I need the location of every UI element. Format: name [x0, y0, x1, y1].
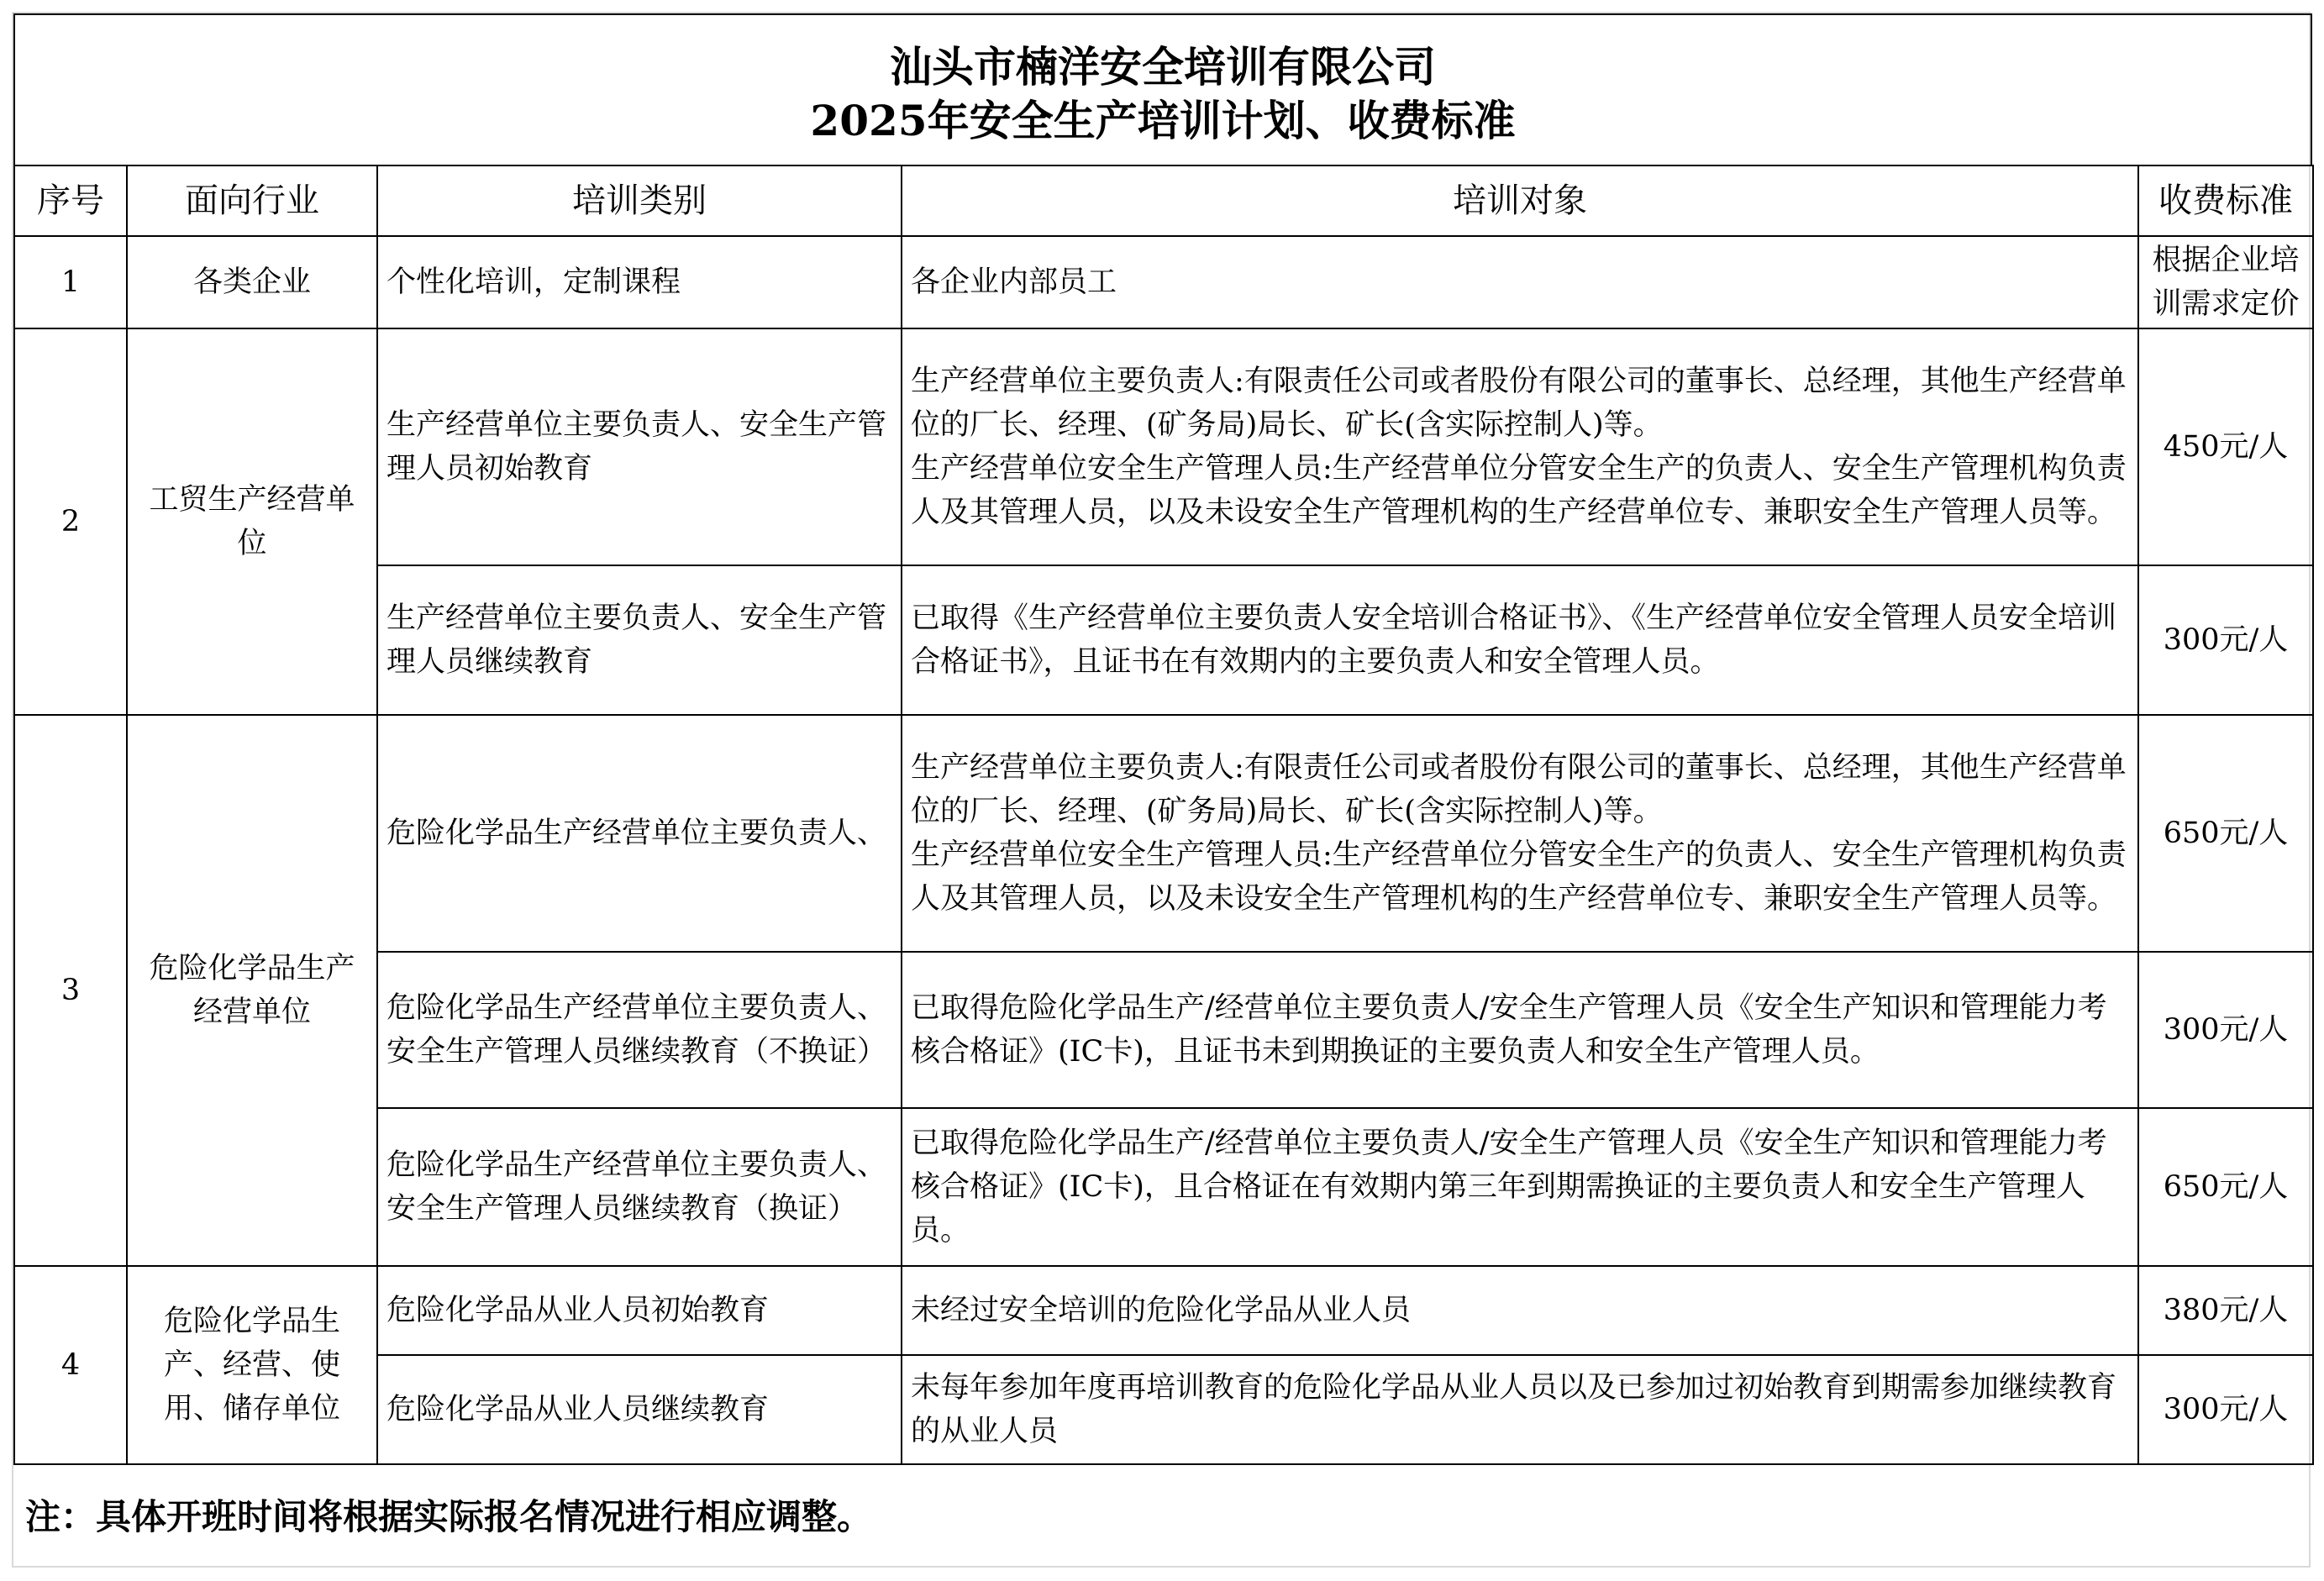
- row-industry: 工贸生产经营单位: [127, 328, 377, 715]
- page-subtitle: 2025年安全生产培训计划、收费标准: [810, 96, 1516, 145]
- row-fee: 根据企业培训需求定价: [2138, 236, 2313, 328]
- table-row: [14, 236, 2313, 328]
- header-industry: 面向行业: [127, 165, 377, 236]
- title-block: [13, 13, 2312, 165]
- row-category: 危险化学品生产经营单位主要负责人、安全生产管理人员继续教育（换证）: [377, 1108, 902, 1266]
- row-industry: 危险化学品生产经营单位: [127, 715, 377, 1266]
- row-no: 3: [14, 715, 127, 1266]
- table-row: [14, 1266, 2313, 1355]
- row-industry: 各类企业: [127, 236, 377, 328]
- row-fee: 380元/人: [2138, 1266, 2313, 1355]
- page-title: 汕头市楠洋安全培训有限公司: [890, 42, 1436, 92]
- row-target: 已取得《生产经营单位主要负责人安全培训合格证书》、《生产经营单位安全管理人员安全培训合格证书》，且证书在有效期内的主要负责人和安全管理人员。: [902, 565, 2138, 715]
- row-fee: 300元/人: [2138, 565, 2313, 715]
- row-category: 个性化培训，定制课程: [377, 236, 902, 328]
- footnote: 注：具体开班时间将根据实际报名情况进行相应调整。: [25, 1496, 873, 1537]
- row-target: 未经过安全培训的危险化学品从业人员: [902, 1266, 2138, 1355]
- header-fee: 收费标准: [2138, 165, 2313, 236]
- row-category: 危险化学品从业人员初始教育: [377, 1266, 902, 1355]
- row-category: 生产经营单位主要负责人、安全生产管理人员初始教育: [377, 328, 902, 565]
- row-target: 生产经营单位主要负责人:有限责任公司或者股份有限公司的董事长、总经理，其他生产经营单位的厂长、经理、(矿务局)局长、矿长(含实际控制人)等。 生产经营单位安全生产管理人员:生产经营单位分管安全生产的负责人、安全生产管理机构负责人及其管理人员，以及未设安全生产管理机构的生产经营单位专、兼职安全生产管理人员等。: [902, 715, 2138, 952]
- row-fee: 300元/人: [2138, 952, 2313, 1108]
- row-target: 生产经营单位主要负责人:有限责任公司或者股份有限公司的董事长、总经理，其他生产经营单位的厂长、经理、(矿务局)局长、矿长(含实际控制人)等。 生产经营单位安全生产管理人员:生产经营单位分管安全生产的负责人、安全生产管理机构负责人及其管理人员，以及未设安全生产管理机构的生产经营单位专、兼职安全生产管理人员等。: [902, 328, 2138, 565]
- header-no: 序号: [14, 165, 127, 236]
- row-no: 4: [14, 1266, 127, 1464]
- row-fee: 300元/人: [2138, 1355, 2313, 1464]
- header-category: 培训类别: [377, 165, 902, 236]
- row-category: 危险化学品生产经营单位主要负责人、: [377, 715, 902, 952]
- row-no: 1: [14, 236, 127, 328]
- row-category: 危险化学品从业人员继续教育: [377, 1355, 902, 1464]
- header-target: 培训对象: [902, 165, 2138, 236]
- row-industry: 危险化学品生产、经营、使用、储存单位: [127, 1266, 377, 1464]
- row-category: 生产经营单位主要负责人、安全生产管理人员继续教育: [377, 565, 902, 715]
- row-target: 各企业内部员工: [902, 236, 2138, 328]
- header-row: [14, 165, 2313, 236]
- training-plan-table: [13, 165, 2314, 1465]
- row-target: 已取得危险化学品生产/经营单位主要负责人/安全生产管理人员《安全生产知识和管理能力考核合格证》(IC卡)，且证书未到期换证的主要负责人和安全生产管理人员。: [902, 952, 2138, 1108]
- row-fee: 450元/人: [2138, 328, 2313, 565]
- table-row: [14, 328, 2313, 565]
- row-no: 2: [14, 328, 127, 715]
- row-fee: 650元/人: [2138, 715, 2313, 952]
- row-category: 危险化学品生产经营单位主要负责人、安全生产管理人员继续教育（不换证）: [377, 952, 902, 1108]
- table-row: [14, 715, 2313, 952]
- row-target: 已取得危险化学品生产/经营单位主要负责人/安全生产管理人员《安全生产知识和管理能力考核合格证》(IC卡)，且合格证在有效期内第三年到期需换证的主要负责人和安全生产管理人员。: [902, 1108, 2138, 1266]
- row-fee: 650元/人: [2138, 1108, 2313, 1266]
- row-target: 未每年参加年度再培训教育的危险化学品从业人员以及已参加过初始教育到期需参加继续教育的从业人员: [902, 1355, 2138, 1464]
